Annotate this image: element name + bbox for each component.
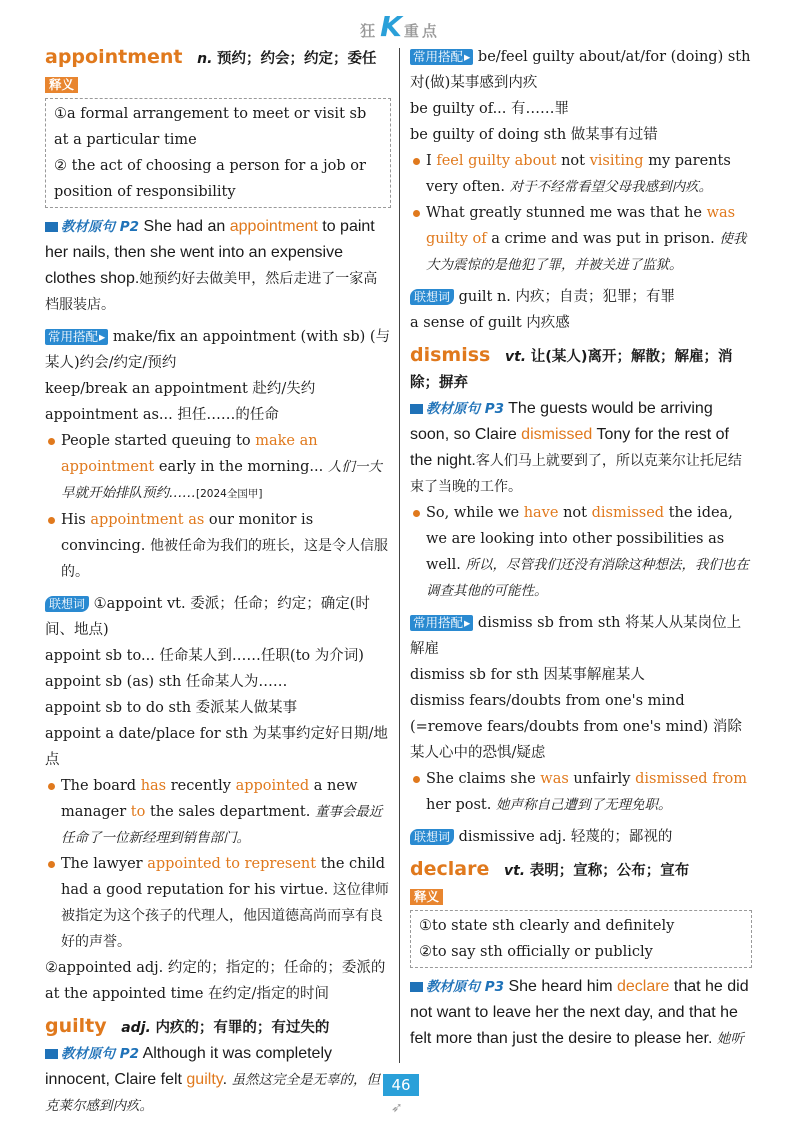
associate-line-3: appoint sb to do sth 委派某人做某事 xyxy=(45,700,298,716)
text: early in the morning... xyxy=(154,459,324,475)
guilty-associate-line: a sense of guilt 内疚感 xyxy=(410,315,570,331)
highlight: appointment as xyxy=(90,512,205,528)
guilty-example-1 xyxy=(410,148,752,200)
translation: 她声称自己遭到了无理免职。 xyxy=(495,797,672,813)
collocation-3: appointment as... 担任……的任命 xyxy=(45,407,279,423)
text: She had an xyxy=(143,218,230,235)
textbook-sentence xyxy=(45,214,391,318)
guilty-collocation-3: be guilty of doing sth 做某事有过错 xyxy=(410,127,658,143)
associate-1 xyxy=(45,591,391,643)
collocation-2: keep/break an appointment 赴约/失约 xyxy=(45,381,316,397)
highlight: have xyxy=(523,505,559,521)
translation: 人们一大早就开始排队预约…… xyxy=(61,459,382,501)
highlight: to xyxy=(130,804,146,820)
associate-2-line: at the appointed time 在约定/指定的时间 xyxy=(45,986,329,1002)
text: that he did not want to leave her the next day, and that he felt more than just the desire to please her. xyxy=(410,978,749,1047)
highlight: appointed to represent xyxy=(147,856,317,872)
associate-tag: 联想词 xyxy=(410,829,454,845)
translation: 她预约好去做美甲，然后走进了一家高档服装店。 xyxy=(45,271,378,313)
associate-line-4: appoint a date/place for sth 为某事约定好日期/地点 xyxy=(45,726,388,768)
text: a new manager xyxy=(61,778,358,820)
highlight: was guilty of xyxy=(426,205,736,247)
chinese-meaning: 表明；宣称；公布；宣布 xyxy=(529,863,690,879)
chinese-meaning: 让(某人)离开；解散；解雇；消除；摒弃 xyxy=(410,349,733,391)
definition-box-declare xyxy=(410,910,752,968)
headword: guilty xyxy=(45,1015,107,1037)
definition-1: ①to state sth clearly and definitely xyxy=(419,918,675,934)
part-of-speech: n. xyxy=(197,51,213,67)
translation: 客人们马上就要到了，所以克莱尔让托尼结束了当晚的工作。 xyxy=(410,453,742,495)
highlight: dismissed xyxy=(591,505,665,521)
source-tag: 教材原句 P3 xyxy=(410,974,504,1000)
translation: 对于不经常看望父母我感到内疚。 xyxy=(509,179,713,195)
right-column xyxy=(410,44,752,1052)
highlight: declare xyxy=(616,978,670,995)
highlight: visiting xyxy=(589,153,644,169)
guilty-example-2 xyxy=(410,200,752,278)
text: . xyxy=(222,1071,228,1088)
text: not xyxy=(556,153,590,169)
text: She claims she xyxy=(426,771,541,787)
collocation-tag: 常用搭配 ▸ xyxy=(410,615,473,631)
text: guilt n. 内疚；自责；犯罪；有罪 xyxy=(458,289,676,305)
meaning-tag: 释义 xyxy=(410,889,443,905)
example-3 xyxy=(45,773,391,851)
text: ①appoint vt. 委派；任命；约定；确定(时间、地点) xyxy=(45,596,370,638)
text: our monitor is convincing. xyxy=(61,512,314,554)
chinese-meaning: 预约；约会；约定；委任 xyxy=(217,51,377,67)
textbook-sentence-declare xyxy=(410,974,752,1052)
headword: dismiss xyxy=(410,344,491,366)
page-header xyxy=(0,10,800,43)
associate-line-2: appoint sb (as) sth 任命某人为…… xyxy=(45,674,288,690)
definition-box xyxy=(45,98,391,208)
text: the idea, we are looking into other possibilities as well. xyxy=(426,505,733,573)
headword: declare xyxy=(410,858,490,880)
translation: 使我大为震惊的是他犯了罪，并被关进了监狱。 xyxy=(426,231,747,273)
bird-icon: ➶ xyxy=(391,1100,403,1116)
entry-guilty xyxy=(45,1013,391,1041)
associate-tag: 联想词 xyxy=(410,289,454,305)
header-text: 狂 xyxy=(360,22,379,40)
example-4 xyxy=(45,851,391,955)
text: to paint her nails, then she went into an expensive clothes shop. xyxy=(45,218,375,287)
text: my parents very often. xyxy=(426,153,731,195)
source-tag: 教材原句 P3 xyxy=(410,396,504,422)
dismiss-associate xyxy=(410,824,752,850)
translation: 这位律师被指定为这个孩子的代理人，他因道德高尚而享有良好的声誉。 xyxy=(61,882,389,950)
associate-2: ②appointed adj. 约定的；指定的；任命的；委派的 xyxy=(45,960,386,976)
text: her post. xyxy=(426,797,492,813)
definition-2: ② the act of choosing a person for a job or position of responsibility xyxy=(54,158,366,200)
translation: 他被任命为我们的班长，这是令人信服的。 xyxy=(61,538,388,580)
part-of-speech: vt. xyxy=(504,349,527,365)
textbook-sentence-guilty xyxy=(45,1041,391,1119)
text: the sales department. xyxy=(145,804,311,820)
collocation-tag: 常用搭配 ▸ xyxy=(45,329,108,345)
textbook-sentence-dismiss xyxy=(410,396,752,500)
text: Although it was completely innocent, Claire felt xyxy=(45,1045,332,1088)
example-1 xyxy=(45,428,391,507)
definition-2: ②to say sth officially or publicly xyxy=(419,944,653,960)
highlight: appointed xyxy=(235,778,310,794)
highlight: dismissed xyxy=(521,426,593,443)
text: not xyxy=(558,505,592,521)
text: I xyxy=(426,153,437,169)
definition-1: ①a formal arrangement to meet or visit sb at a particular time xyxy=(54,106,367,148)
associate-tag: 联想词 xyxy=(45,596,89,612)
translation: 董事会最近任命了一位新经理到销售部门。 xyxy=(61,804,383,846)
entry-declare xyxy=(410,856,752,884)
text: The board xyxy=(61,778,141,794)
entry-appointment xyxy=(45,44,391,72)
header-text-2: 重点 xyxy=(403,22,440,40)
part-of-speech: adj. xyxy=(121,1020,151,1036)
text: Tony for the rest of the night. xyxy=(410,426,729,469)
text: a crime and was put in prison. xyxy=(486,231,715,247)
chinese-meaning: 内疚的；有罪的；有过失的 xyxy=(155,1020,330,1036)
highlight: dismissed from xyxy=(635,771,747,787)
text: The lawyer xyxy=(61,856,148,872)
example-2 xyxy=(45,507,391,585)
dismiss-example-2 xyxy=(410,766,752,818)
text: make/fix an appointment (with sb) (与某人)约会/约定/预约 xyxy=(45,329,391,371)
text: His xyxy=(61,512,91,528)
text: dismissive adj. 轻蔑的；鄙视的 xyxy=(458,829,673,845)
guilty-collocation-1 xyxy=(410,44,752,96)
source-tag: 教材原句 P2 xyxy=(45,214,139,240)
source-note: [2024全国甲] xyxy=(196,488,263,500)
guilty-associate xyxy=(410,284,752,310)
highlight: feel guilty about xyxy=(436,153,557,169)
text: She heard him xyxy=(508,978,617,995)
source-tag: 教材原句 P2 xyxy=(45,1041,139,1067)
translation: 虽然这完全是无辜的，但克莱尔感到内疚。 xyxy=(45,1072,380,1114)
page-number: 46 xyxy=(383,1074,419,1096)
text: What greatly stunned me was that he xyxy=(426,205,707,221)
highlight: guilty xyxy=(186,1071,223,1088)
highlight: appointment xyxy=(229,218,318,235)
dismiss-example-1 xyxy=(410,500,752,604)
column-divider xyxy=(399,48,400,1063)
entry-dismiss xyxy=(410,342,752,396)
text: So, while we xyxy=(426,505,524,521)
highlight: has xyxy=(140,778,167,794)
text: be/feel guilty about/at/for (doing) sth 对(做)某事感到内疚 xyxy=(410,49,751,91)
text: dismiss sb from sth 将某人从某岗位上解雇 xyxy=(410,615,742,657)
dismiss-collocation-3: dismiss fears/doubts from one's mind (=remove fears/doubts from one's mind) 消除某人心中的恐惧/疑虑 xyxy=(410,693,742,761)
meaning-tag: 释义 xyxy=(45,77,78,93)
left-column xyxy=(45,44,391,1119)
header-logo-k: K xyxy=(380,10,402,43)
text: the child had a good reputation for his virtue. xyxy=(61,856,386,898)
translation: 她听 xyxy=(716,1031,744,1047)
text: People started queuing to xyxy=(61,433,256,449)
text: recently xyxy=(166,778,236,794)
text: The guests would be arriving soon, so Claire xyxy=(410,400,713,443)
part-of-speech: vt. xyxy=(503,863,526,879)
highlight: make an appointment xyxy=(61,433,318,475)
associate-line-1: appoint sb to... 任命某人到……任职(to 为介词) xyxy=(45,648,364,664)
headword: appointment xyxy=(45,46,183,68)
text: unfairly xyxy=(568,771,636,787)
guilty-collocation-2: be guilty of... 有……罪 xyxy=(410,101,570,117)
collocation-1 xyxy=(45,324,391,376)
highlight: was xyxy=(540,771,569,787)
dismiss-collocation-1 xyxy=(410,610,752,662)
translation: 所以，尽管我们还没有消除这种想法，我们也在调查其他的可能性。 xyxy=(426,557,749,599)
collocation-tag: 常用搭配 ▸ xyxy=(410,49,473,65)
dismiss-collocation-2: dismiss sb for sth 因某事解雇某人 xyxy=(410,667,645,683)
